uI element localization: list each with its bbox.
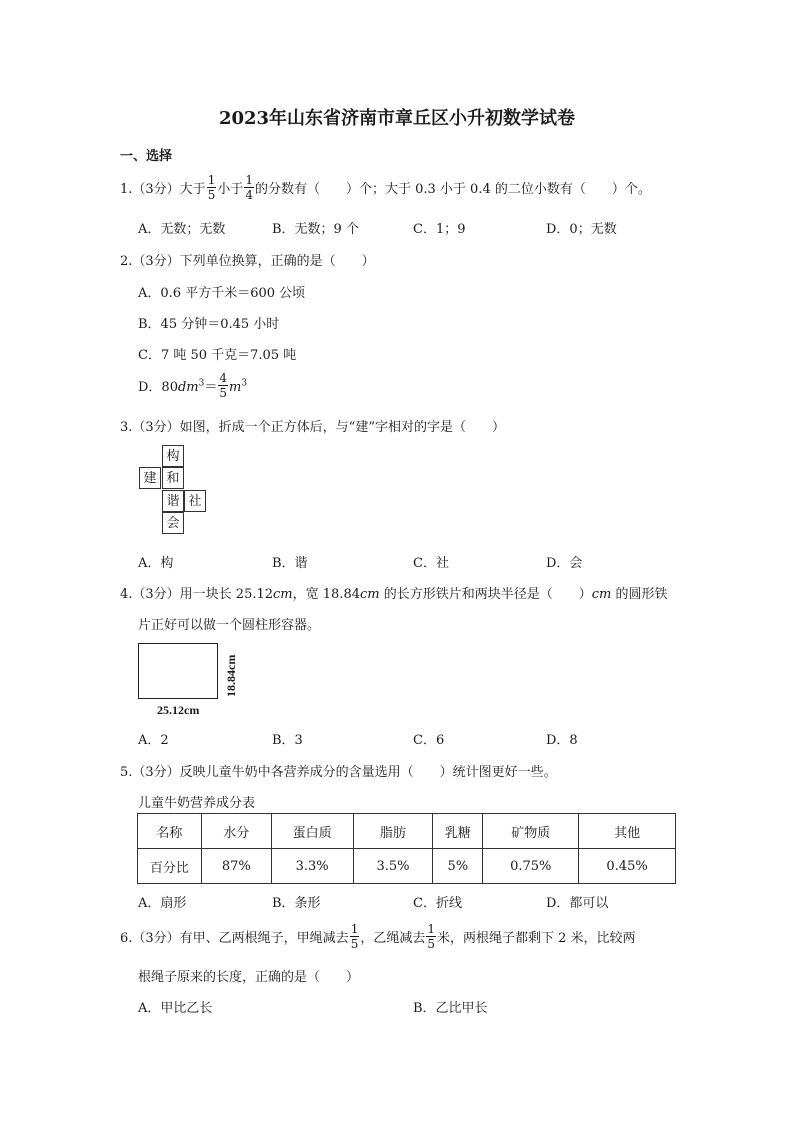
net-cell: 和: [162, 467, 184, 489]
rectangle-width-label: 25.12cm: [157, 703, 200, 717]
table-cell: 3.3%: [271, 849, 353, 884]
fraction: $\frac{1}{5}$: [427, 922, 435, 951]
table-cell: 0.45%: [579, 849, 676, 884]
question-5-option-a: A．扇形: [138, 896, 187, 911]
question-4-option-c: C．6: [413, 733, 445, 748]
question-3-stem: 3.（3分）如图，折成一个正方体后，与“建”字相对的字是（ ）: [120, 420, 505, 435]
net-cell: 谐: [162, 490, 184, 512]
question-5-option-b: B．条形: [272, 896, 321, 911]
question-4-option-d: D．8: [546, 733, 578, 748]
table-title: 儿童牛奶营养成分表: [138, 796, 256, 811]
question-5-option-c: C．折线: [413, 896, 462, 911]
question-4-option-a: A．2: [138, 733, 169, 748]
question-4-stem-line-2: 片正好可以做一个圆柱形容器。: [138, 618, 321, 633]
net-cell: 建: [139, 467, 161, 489]
fraction: $\frac{1}{5}$: [350, 922, 359, 951]
question-1-option-d: D．0；无数: [546, 222, 617, 237]
fraction: $\frac{4}{5}$: [219, 371, 228, 400]
table-header-cell: 乳糖: [433, 814, 483, 849]
fraction: $\frac{1}{5}$: [207, 173, 216, 202]
question-2-option-c: C．7 吨 50 千克＝7.05 吨: [138, 348, 297, 363]
table-header-row: [138, 814, 676, 849]
table-cell: 5%: [433, 849, 483, 884]
table-cell: 87%: [201, 849, 271, 884]
table-header-cell: 蛋白质: [271, 814, 353, 849]
question-2-option-a: A．0.6 平方千米＝600 公顷: [138, 286, 306, 301]
fraction: $\frac{1}{4}$: [245, 173, 253, 202]
net-cell: 会: [162, 512, 184, 534]
table-header-cell: 矿物质: [483, 814, 579, 849]
question-1-option-a: A．无数；无数: [138, 222, 226, 237]
section-heading: 一、选择: [120, 149, 173, 164]
question-1-option-b: B．无数；9 个: [272, 222, 359, 237]
question-2-option-d: D．$80dm^3=$ $\frac{4}{5}$ $m^3$: [138, 371, 248, 400]
net-cell: 构: [162, 445, 184, 467]
question-3-option-b: B．谐: [272, 556, 308, 571]
table-cell: 百分比: [138, 849, 202, 884]
question-6-option-a: A．甲比乙长: [138, 1001, 213, 1016]
question-3-option-a: A．构: [138, 556, 174, 571]
net-cell: 社: [184, 490, 206, 512]
question-4-option-b: B．3: [272, 733, 303, 748]
question-5-option-d: D．都可以: [546, 896, 609, 911]
question-1-stem: 1.（3分）大于 $\frac{1}{5}$ 小于 $\frac{1}{4}$ 的分数有（ ）个；大于 0.3 小于 0.4 的二位小数有（ ）个。: [120, 173, 651, 202]
question-6-stem-line-1: 6.（3分）有甲、乙两根绳子，甲绳减去 $\frac{1}{5}$ ，乙绳减去 $\frac{1}{5}$ 米，两根绳子都剩下 2 米，比较两: [120, 922, 636, 951]
question-6-option-b: B．乙比甲长: [413, 1001, 488, 1016]
rectangle-height-label: 18.84cm: [224, 654, 238, 697]
table-header-cell: 名称: [138, 814, 202, 849]
question-3-option-c: C．社: [413, 556, 449, 571]
table-row: [138, 849, 676, 884]
question-6-stem-line-2: 根绳子原来的长度，正确的是（ ）: [138, 970, 360, 985]
nutrition-table: [137, 813, 676, 884]
table-header-cell: 其他: [579, 814, 676, 849]
exam-title: 2023年山东省济南市章丘区小升初数学试卷: [218, 108, 576, 129]
question-2-stem: 2.（3分）下列单位换算，正确的是（ ）: [120, 254, 375, 269]
table-cell: 3.5%: [353, 849, 433, 884]
question-2-option-b: B．45 分钟＝0.45 小时: [138, 317, 280, 332]
rectangle-figure: [138, 643, 218, 699]
question-1-option-c: C．1；9: [413, 222, 466, 237]
question-4-stem-line-1: 4.（3分）用一块长 25.12cm，宽 18.84cm 的长方形铁片和两块半径是（ ）cm 的圆形铁: [120, 587, 668, 602]
question-3-option-d: D．会: [546, 556, 583, 571]
question-5-stem: 5.（3分）反映儿童牛奶中各营养成分的含量选用（ ）统计图更好一些。: [120, 765, 557, 780]
table-cell: 0.75%: [483, 849, 579, 884]
table-header-cell: 脂肪: [353, 814, 433, 849]
table-header-cell: 水分: [201, 814, 271, 849]
